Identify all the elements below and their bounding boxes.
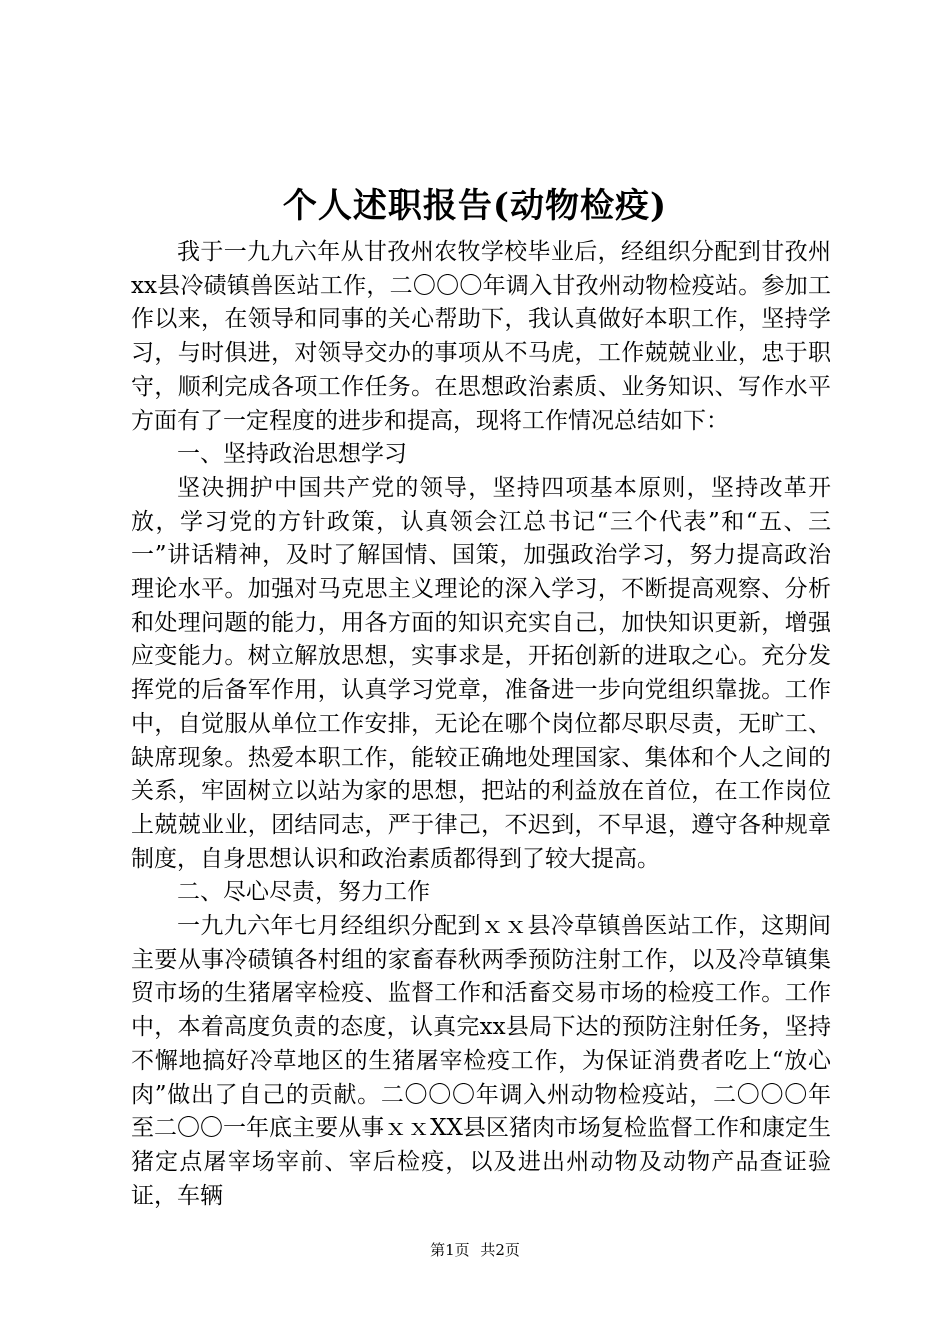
page-total: 共2页 [480, 1241, 520, 1259]
intro-paragraph: 我于一九九六年从甘孜州农牧学校毕业后，经组织分配到甘孜州xx县冷碛镇兽医站工作，二〇〇〇年调入甘孜州动物检疫站。参加工作以来，在领导和同事的关心帮助下，我认真做好本职工作，坚持学习，与时俱进，对领导交办的事项从不马虎，工作兢兢业业，忠于职守，顺利完成各项工作任务。在思想政治素质、业务知识、写作水平方面有了一定程度的进步和提高，现将工作情况总结如下： [131, 239, 831, 434]
section-2-paragraph: 一九九六年七月经组织分配到ｘｘ县冷草镇兽医站工作，这期间主要从事冷碛镇各村组的家畜春秋两季预防注射工作，以及冷草镇集贸市场的生猪屠宰检疫、监督工作和活畜交易市场的检疫工作。工作中，本着高度负责的态度，认真完xx县局下达的预防注射任务，坚持不懈地搞好冷草地区的生猪屠宰检疫工作，为保证消费者吃上“放心肉”做出了自己的贡献。二〇〇〇年调入州动物检疫站，二〇〇〇年至二〇〇一年底主要从事ｘｘXX县区猪肉市场复检监督工作和康定生猪定点屠宰场宰前、宰后检疫，以及进出州动物及动物产品查证验证，车辆 [131, 913, 831, 1209]
section-heading-1: 一、坚持政治思想学习 [177, 441, 407, 468]
section-heading-2: 二、尽心尽责，努力工作 [177, 879, 430, 906]
page-number: 第1页 [430, 1241, 470, 1259]
document-body [131, 236, 831, 1213]
document-title: 个人述职报告(动物检疫) [282, 186, 668, 226]
section-1-paragraph: 坚决拥护中国共产党的领导，坚持四项基本原则，坚持改革开放，学习党的方针政策，认真领会江总书记“三个代表”和“五、三一”讲话精神，及时了解国情、国策，加强政治学习，努力提高政治理论水平。加强对马克思主义理论的深入学习，不断提高观察、分析和处理问题的能力，用各方面的知识充实自己，加快知识更新，增强应变能力。树立解放思想，实事求是，开拓创新的进取之心。充分发挥党的后备军作用，认真学习党章，准备进一步向党组织靠拢。工作中，自觉服从单位工作安排，无论在哪个岗位都尽职尽责，无旷工、缺席现象。热爱本职工作，能较正确地处理国家、集体和个人之间的关系，牢固树立以站为家的思想，把站的利益放在首位，在工作岗位上兢兢业业，团结同志，严于律己，不迟到，不早退，遵守各种规章制度，自身思想认识和政治素质都得到了较大提高。 [131, 474, 831, 872]
page-footer [0, 1240, 950, 1260]
